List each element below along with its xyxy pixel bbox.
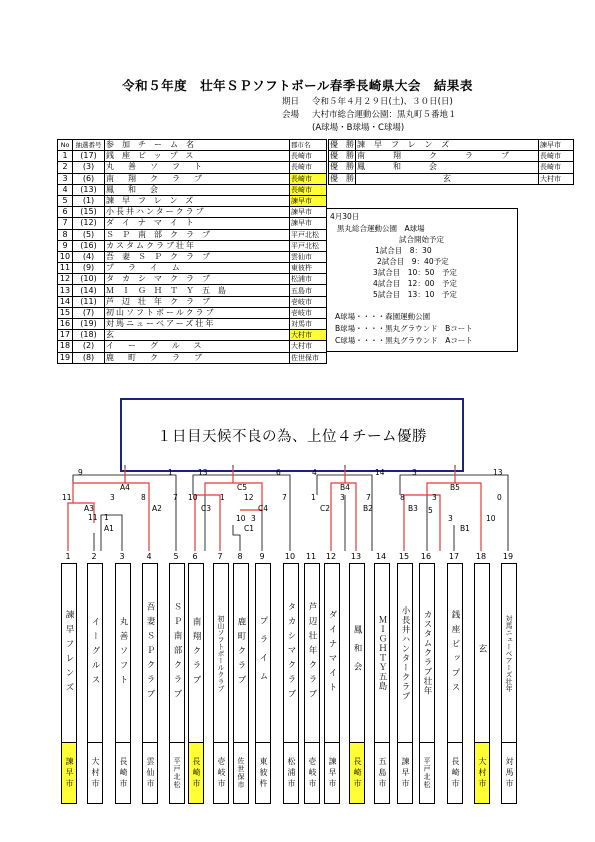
- schedule-day: 4月30日: [330, 212, 360, 221]
- result-city: 大村市: [539, 173, 574, 184]
- registration-row: [58, 330, 327, 341]
- result-row: [329, 173, 574, 184]
- row-draw-number: 2: [85, 341, 92, 351]
- row-city: 諫早市: [290, 207, 327, 218]
- row-team-name: 初山ソフトボールクラブ: [105, 307, 290, 318]
- team-column: [188, 551, 202, 804]
- row-team-name: 小長井ハンタークラブ: [105, 207, 290, 218]
- results-table: [328, 139, 574, 185]
- date-label: 期日: [282, 97, 300, 107]
- row-draw: (14): [73, 285, 105, 296]
- score: 1: [168, 468, 173, 477]
- venue-note: (A球場・B球場・C球場): [312, 123, 405, 133]
- row-no: 18: [58, 341, 73, 352]
- row-draw: (11): [73, 296, 105, 307]
- registration-row: [58, 307, 327, 318]
- row-city: 長崎市: [290, 173, 327, 184]
- bracket-scores: [62, 468, 503, 523]
- row-draw: (15): [73, 207, 105, 218]
- row-no: 17: [58, 330, 73, 341]
- schedule-box: [326, 208, 518, 352]
- field-c: C球場・・・・黒丸グラウンド Aコート: [335, 336, 473, 345]
- row-team-name: 芦辺壮年クラブ: [105, 296, 290, 307]
- team-name: 諫早フレンズ: [61, 563, 77, 743]
- row-draw: (1): [73, 195, 105, 206]
- row-draw: (10): [73, 274, 105, 285]
- result-team: 南翔クラブ: [357, 151, 537, 161]
- row-city: 大村市: [290, 341, 327, 352]
- row-draw-number: 1: [85, 196, 92, 206]
- score: 11: [62, 493, 72, 502]
- match-label: A2: [152, 504, 162, 513]
- match-label: B1: [460, 524, 470, 533]
- score: 14: [375, 468, 385, 477]
- score: 3: [432, 493, 437, 502]
- row-draw: (5): [73, 229, 105, 240]
- row-city: 東彼杵: [290, 263, 327, 274]
- team-column: [61, 551, 75, 804]
- registration-row: [58, 229, 327, 240]
- result-rank: 優 勝: [330, 173, 354, 183]
- row-no: 12: [58, 274, 73, 285]
- team-number: 10: [284, 552, 296, 561]
- row-city: 長崎市: [290, 184, 327, 195]
- row-team-name: 玄: [105, 330, 290, 341]
- team-name: 丸善ソフト: [115, 563, 131, 743]
- team-number: 13: [350, 552, 362, 561]
- row-no: 3: [58, 173, 73, 184]
- team-city: 佐世保市: [233, 743, 249, 804]
- registration-row: [58, 285, 327, 296]
- team-city: 長崎市: [115, 743, 131, 804]
- team-city: 諫早市: [61, 743, 77, 804]
- team-city: 大村市: [474, 743, 490, 804]
- score: 1: [220, 493, 225, 502]
- row-draw-number: 14: [83, 285, 94, 295]
- match-label: C2: [320, 504, 331, 513]
- team-column: [397, 551, 411, 804]
- team-name: 南翔クラブ: [188, 563, 204, 743]
- row-city: 平戸北松: [290, 240, 327, 251]
- row-draw-number: 15: [83, 207, 94, 217]
- team-city: 諫早市: [324, 743, 340, 804]
- row-draw: (4): [73, 251, 105, 262]
- row-no: 15: [58, 307, 73, 318]
- date-value: 令和５年４月２９日(土)、３０日(日): [312, 97, 453, 107]
- team-number: 9: [259, 552, 265, 561]
- game-time: 1試合目 8：30: [375, 246, 432, 255]
- score: 3: [340, 493, 345, 502]
- bracket-labels: [84, 483, 470, 533]
- row-draw: (13): [73, 184, 105, 195]
- registration-table: [57, 139, 327, 364]
- team-number: 1: [65, 552, 71, 561]
- team-city: 五島市: [374, 743, 390, 804]
- row-city: 長崎市: [290, 151, 327, 162]
- registration-row: [58, 341, 327, 352]
- result-city: 長崎市: [539, 162, 574, 173]
- row-draw: (19): [73, 319, 105, 330]
- score: 8: [141, 493, 146, 502]
- row-team-name: 鳳和会: [105, 184, 290, 195]
- registration-row: [58, 319, 327, 330]
- row-team-name: 鹿町クラブ: [105, 352, 290, 363]
- row-no: 2: [58, 162, 73, 173]
- team-city: 壱岐市: [213, 743, 229, 804]
- match-label: B5: [450, 483, 460, 492]
- row-city: 壱岐市: [290, 307, 327, 318]
- registration-row: [58, 207, 327, 218]
- team-number: 3: [119, 552, 125, 561]
- row-draw-number: 6: [85, 173, 92, 183]
- team-city: 大村市: [87, 743, 103, 804]
- score: 10: [486, 514, 496, 523]
- registration-row: [58, 251, 327, 262]
- row-team-name: 対馬ニューベアーズ壮年: [105, 319, 290, 330]
- row-draw-number: 18: [83, 330, 94, 340]
- row-draw-number: 9: [85, 263, 92, 273]
- row-draw-number: 16: [83, 240, 94, 250]
- team-city: 松浦市: [283, 743, 299, 804]
- venue-value: 大村市総合運動公園：黒丸町５番地１: [312, 110, 457, 120]
- tournament-bracket: [0, 465, 595, 555]
- row-no: 8: [58, 229, 73, 240]
- team-number: 14: [375, 552, 387, 561]
- team-name: タカシマクラブ: [283, 563, 299, 743]
- row-team-name: 吾妻ＳＰクラブ: [105, 251, 290, 262]
- row-team-name: プライム: [105, 263, 290, 274]
- result-team: 諫早フレンズ: [356, 140, 539, 151]
- row-team-name: ダイナマイト: [105, 218, 290, 229]
- row-team-name: タカシマクラブ: [105, 274, 290, 285]
- team-column: [87, 551, 101, 804]
- team-column: [169, 551, 183, 804]
- score: 1: [104, 513, 109, 522]
- row-city: 壱岐市: [290, 296, 327, 307]
- registration-row: [58, 240, 327, 251]
- team-name: カスタムクラブ壮年: [419, 563, 435, 743]
- team-name: 鹿町クラブ: [233, 563, 249, 743]
- team-number: 8: [237, 552, 243, 561]
- team-number: 17: [448, 552, 460, 561]
- result-city: 長崎市: [539, 151, 574, 162]
- row-draw: (18): [73, 330, 105, 341]
- team-name: イーグルス: [87, 563, 103, 743]
- registration-row: [58, 296, 327, 307]
- team-number: 5: [173, 552, 179, 561]
- row-no: 9: [58, 240, 73, 251]
- score: 5: [428, 506, 433, 515]
- row-team-name: ＳＰ南部クラブ: [105, 229, 290, 240]
- match-label: A4: [120, 483, 130, 492]
- registration-row: [58, 151, 327, 162]
- team-city: 対馬市: [501, 743, 517, 804]
- team-city: 諫早市: [397, 743, 413, 804]
- registration-row: [58, 184, 327, 195]
- team-number: 7: [217, 552, 223, 561]
- row-draw-number: 5: [85, 229, 92, 239]
- team-name: 初山ソフトボールクラブ: [213, 563, 229, 743]
- match-label: B4: [340, 483, 350, 492]
- team-column: [349, 551, 363, 804]
- game-time: 2試合目 9：40予定: [377, 257, 449, 266]
- row-no: 6: [58, 207, 73, 218]
- team-number: 11: [305, 552, 317, 561]
- team-number: 16: [420, 552, 432, 561]
- score: 7: [173, 493, 178, 502]
- notice-banner: [120, 398, 464, 472]
- team-column: [255, 551, 269, 804]
- row-draw-number: 12: [83, 218, 94, 228]
- team-column: [447, 551, 461, 804]
- row-team-name: 南翔クラブ: [105, 173, 290, 184]
- result-row: [329, 140, 574, 151]
- team-number: 6: [192, 552, 198, 561]
- match-label: A3: [84, 504, 94, 513]
- score: 10: [188, 493, 198, 502]
- team-city: 東彼杵: [255, 743, 271, 804]
- team-city: 長崎市: [447, 743, 463, 804]
- match-label: C4: [258, 504, 269, 513]
- winner-lines: [68, 468, 481, 551]
- result-team: 玄: [356, 173, 539, 184]
- row-city: 平戸北松: [290, 229, 327, 240]
- match-label: C5: [237, 483, 248, 492]
- team-name: 小長井ハンタークラブ: [397, 563, 413, 743]
- banner-text: １日目天候不良の為、上位４チーム優勝: [157, 428, 427, 445]
- row-city: 諫早市: [290, 195, 327, 206]
- match-label: A1: [104, 524, 114, 533]
- team-city: 長崎市: [349, 743, 365, 804]
- row-city: 松浦市: [290, 274, 327, 285]
- game-time: 3試合目 10：50 予定: [373, 268, 457, 277]
- registration-row: [58, 162, 327, 173]
- header-no: No: [58, 140, 73, 151]
- result-rank: 優 勝: [330, 151, 354, 161]
- row-no: 4: [58, 184, 73, 195]
- registration-row: [58, 352, 327, 363]
- team-column: [324, 551, 338, 804]
- header-name: 参 加 チ ー ム 名: [105, 140, 290, 151]
- team-column: [233, 551, 247, 804]
- row-team-name: イーグルス: [105, 341, 290, 352]
- result-rank: 優 勝: [330, 162, 354, 172]
- score: 13: [198, 468, 208, 477]
- team-column: [115, 551, 129, 804]
- team-name: ＭＩＧＨＴＹ五島: [374, 563, 390, 743]
- score: 0: [497, 493, 502, 502]
- team-column: [474, 551, 488, 804]
- result-row: [329, 151, 574, 162]
- match-label: B2: [363, 504, 373, 513]
- row-draw-number: 8: [85, 352, 92, 362]
- game-time: 5試合目 13：10 予定: [373, 290, 457, 299]
- registration-row: [58, 263, 327, 274]
- header-city: 郡市名: [290, 140, 327, 151]
- team-number: 2: [91, 552, 97, 561]
- row-draw: (3): [73, 162, 105, 173]
- score: 10: [236, 514, 246, 523]
- score: 3: [251, 514, 256, 523]
- score: 12: [244, 493, 254, 502]
- row-team-name: 銭座ビップス: [105, 151, 290, 162]
- team-column: [142, 551, 156, 804]
- schedule-start-title: 試合開始予定: [399, 235, 444, 244]
- team-column: [501, 551, 515, 804]
- result-team: 鳳和会: [356, 162, 539, 173]
- row-no: 14: [58, 296, 73, 307]
- registration-header: [58, 140, 327, 151]
- team-number: 19: [502, 552, 514, 561]
- team-number: 4: [146, 552, 152, 561]
- score: 9: [78, 468, 83, 477]
- row-no: 16: [58, 319, 73, 330]
- row-no: 19: [58, 352, 73, 363]
- team-column: [374, 551, 388, 804]
- match-label: C1: [244, 524, 255, 533]
- team-column: [304, 551, 318, 804]
- row-no: 13: [58, 285, 73, 296]
- game-time: 4試合目 12：00 予定: [373, 279, 457, 288]
- row-city: 雲仙市: [290, 251, 327, 262]
- header-draw: 抽選番号: [73, 140, 105, 151]
- team-name: 芦辺壮年クラブ: [304, 563, 320, 743]
- team-city: 雲仙市: [142, 743, 158, 804]
- row-draw-number: 7: [85, 307, 92, 317]
- row-draw: (17): [73, 151, 105, 162]
- row-draw-number: 10: [83, 274, 94, 284]
- score: 8: [400, 493, 405, 502]
- row-draw-number: 4: [85, 251, 92, 261]
- schedule-venue: 黒丸総合運動公園 A球場: [337, 224, 425, 233]
- field-b: B球場・・・・黒丸グラウンド Bコート: [335, 324, 473, 333]
- row-no: 10: [58, 251, 73, 262]
- row-no: 5: [58, 195, 73, 206]
- score: 1: [311, 493, 316, 502]
- row-city: 長崎市: [290, 162, 327, 173]
- row-team-name: 諫早フレンズ: [105, 195, 290, 206]
- row-team-name: カスタムクラブ壮年: [105, 240, 290, 251]
- team-name: 銭座ビップス: [447, 563, 463, 743]
- score: 13: [493, 468, 503, 477]
- row-draw-number: 3: [85, 162, 92, 172]
- match-label: B3: [408, 504, 418, 513]
- score: 6: [276, 468, 281, 477]
- team-column: [419, 551, 433, 804]
- row-no: 11: [58, 263, 73, 274]
- result-rank: 優 勝: [330, 140, 354, 150]
- row-draw: (6): [73, 173, 105, 184]
- row-no: 7: [58, 218, 73, 229]
- score: 3: [110, 493, 115, 502]
- field-a: A球場・・・・森園運動公園: [335, 312, 431, 321]
- team-column: [213, 551, 227, 804]
- row-draw: (12): [73, 218, 105, 229]
- score: 7: [366, 493, 371, 502]
- row-draw: (9): [73, 263, 105, 274]
- team-number: 15: [398, 552, 410, 561]
- registration-row: [58, 218, 327, 229]
- bracket-lines: [73, 465, 508, 551]
- row-draw-number: 17: [83, 151, 94, 161]
- venue-label: 会場: [282, 110, 300, 120]
- row-draw: (7): [73, 307, 105, 318]
- result-row: [329, 162, 574, 173]
- score: 7: [282, 493, 287, 502]
- row-draw: (2): [73, 341, 105, 352]
- team-name: 吾妻ＳＰクラブ: [142, 563, 158, 743]
- team-name: プライム: [255, 563, 271, 743]
- team-name: 玄: [474, 563, 490, 743]
- row-team-name: ＭＩＧＨＴＹ五島: [105, 285, 290, 296]
- team-city: 平戸北松: [169, 743, 185, 804]
- team-number: 12: [325, 552, 337, 561]
- score: 11: [88, 513, 98, 522]
- team-name: 鳳和会: [349, 563, 365, 743]
- result-city: 諫早市: [539, 140, 574, 151]
- team-name: 対馬ニューベアーズ壮年: [501, 563, 517, 743]
- registration-row: [58, 274, 327, 285]
- team-city: 平戸北松: [419, 743, 435, 804]
- score: 4: [312, 468, 317, 477]
- team-number: 18: [475, 552, 487, 561]
- score: 3: [448, 514, 453, 523]
- event-info: [282, 96, 457, 135]
- row-draw: (8): [73, 352, 105, 363]
- row-draw-number: 13: [83, 184, 94, 194]
- registration-row: [58, 173, 327, 184]
- match-label: C3: [201, 504, 212, 513]
- team-name: ＳＰ南部クラブ: [169, 563, 185, 743]
- row-no: 1: [58, 151, 73, 162]
- row-city: 諫早市: [290, 218, 327, 229]
- row-city: 佐世保市: [290, 352, 327, 363]
- row-city: 大村市: [290, 330, 327, 341]
- score: 3: [412, 468, 417, 477]
- row-draw: (16): [73, 240, 105, 251]
- row-team-name: 丸善ソフト: [105, 162, 290, 173]
- team-name: ダイナマイト: [324, 563, 340, 743]
- row-city: 対馬市: [290, 319, 327, 330]
- team-city: 長崎市: [188, 743, 204, 804]
- team-column: [283, 551, 297, 804]
- team-city: 壱岐市: [304, 743, 320, 804]
- page-title: 令和５年度 壮年ＳＰソフトボール春季長崎県大会 結果表: [122, 78, 473, 93]
- registration-row: [58, 195, 327, 206]
- row-city: 五島市: [290, 285, 327, 296]
- row-draw-number: 11: [83, 296, 94, 306]
- row-draw-number: 19: [83, 319, 94, 329]
